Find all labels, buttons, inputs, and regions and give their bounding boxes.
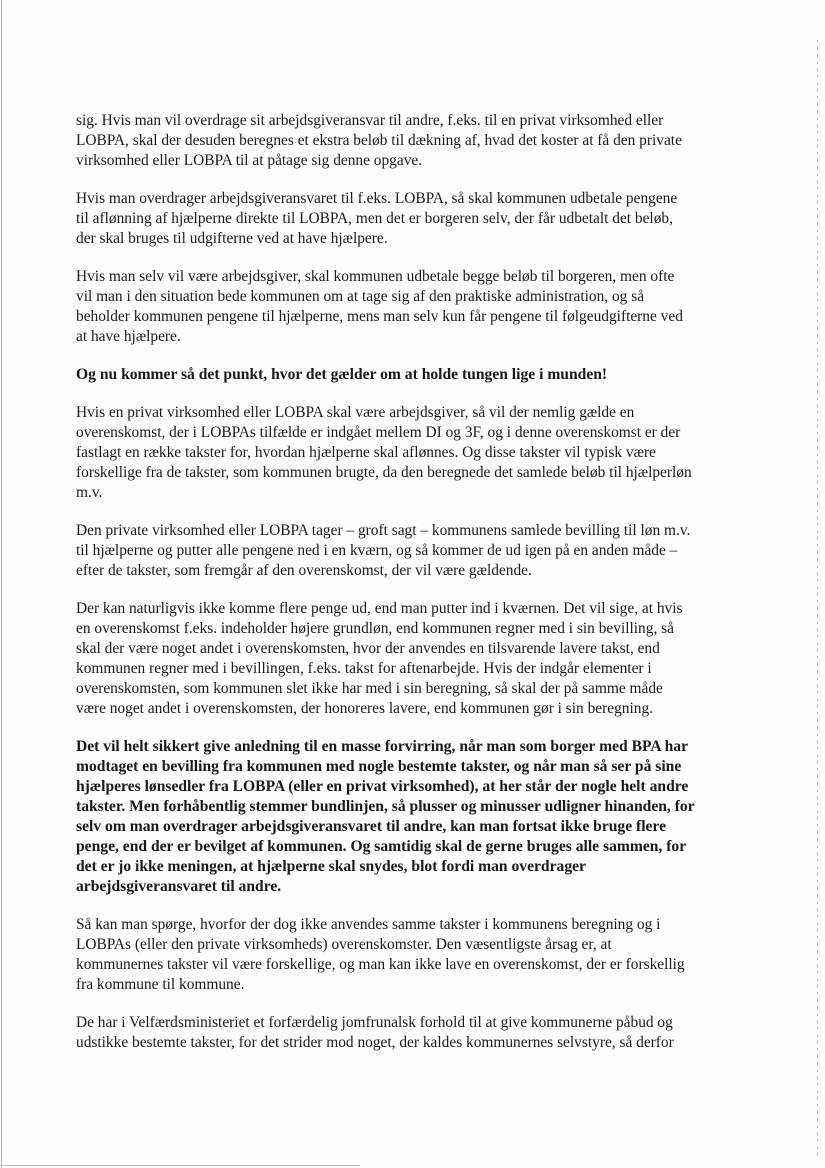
text-line: LOBPA, skal der desuden beregnes et ekstra beløb til dækning af, hvad det koster at få den private [76,132,682,149]
text-line: til hjælperne og putter alle pengene ned i en kværn, og så kommer de ud igen på en anden måde – [76,542,678,559]
text-line: Og nu kommer så det punkt, hvor det gælder om at holde tungen lige i munden! [76,366,608,383]
text-line: kommunernes takster vil være forskellige, og man kan ikke lave en overenskomst, der er forskellig [76,956,685,973]
text-line: selv om man overdrager arbejdsgiveransvaret til andre, kan man fortsat ikke bruge flere [76,818,667,835]
text-line: takster. Men forhåbentlig stemmer bundlinjen, så plusser og minusser udligner hinanden, for [76,798,695,815]
text-line: modtaget en bevilling fra kommunen med nogle bestemte takster, og når man så ser på sine [76,758,682,775]
text-line: en overenskomst f.eks. indeholder højere grundløn, end kommunen regner med i sin bevilling, så [76,620,674,637]
text-line: fastlagt en række takster for, hvordan hjælperne skal aflønnes. Og disse takster vil typisk være [76,444,656,461]
text-line: overenskomsten, som kommunen slet ikke har med i sin beregning, så skal der på samme måde [76,680,663,697]
text-line: Hvis man overdrager arbejdsgiveransvaret til f.eks. LOBPA, så skal kommunen udbetale pengene [76,190,678,207]
text-line: Der kan naturligvis ikke komme flere penge ud, end man putter ind i kværnen. Det vil sige, at hvis [76,600,683,617]
scan-edge-right [817,40,818,1160]
text-line: forskellige fra de takster, som kommunen brugte, da den beregnede det samlede beløb til hjælperløn [76,464,692,481]
text-line: LOBPAs (eller den private virksomheds) overenskomster. Den væsentligste årsag er, at [76,936,612,953]
paragraph [76,1013,756,1053]
text-line: efter de takster, som fremgår af den overenskomst, der vil være gældende. [76,562,532,579]
document-body [76,111,756,1071]
text-line: overenskomst, der i LOBPAs tilfælde er indgået mellem DI og 3F, og i denne overenskomst er der [76,424,681,441]
text-line: vil man i den situation bede kommunen om at tage sig af den praktiske administration, og så [76,288,645,305]
text-line: arbejdsgiveransvaret til andre. [76,878,282,895]
text-line: være noget andet i overenskomsten, der honoreres lavere, end kommunen gør i sin beregning. [76,700,653,717]
text-line: Det vil helt sikkert give anledning til en masse forvirring, når man som borger med BPA har [76,738,689,755]
text-line: virksomhed eller LOBPA til at påtage sig denne opgave. [76,152,423,169]
text-line: til aflønning af hjælperne direkte til LOBPA, men det er borgeren selv, der får udbetalt det beløb, [76,210,673,227]
text-line: sig. Hvis man vil overdrage sit arbejdsgiveransvar til andre, f.eks. til en privat virksomhed eller [76,112,664,129]
text-line: skal der være noget andet i overenskomsten, hvor der anvendes en tilsvarende lavere takst, end [76,640,660,657]
text-line: Hvis en privat virksomhed eller LOBPA skal være arbejdsgiver, så vil der nemlig gælde en [76,404,635,421]
paragraph [76,403,756,503]
scan-edge-bottom [0,1165,360,1166]
bold-paragraph [76,365,756,385]
text-line: at have hjælpere. [76,328,181,345]
text-line: Så kan man spørge, hvorfor der dog ikke anvendes samme takster i kommunens beregning og i [76,916,661,933]
paragraph [76,915,756,995]
text-line: fra kommune til kommune. [76,976,245,993]
text-line: Hvis man selv vil være arbejdsgiver, skal kommunen udbetale begge beløb til borgeren, men ofte [76,268,675,285]
text-line: penge, end der er bevilget af kommunen. Og samtidig skal de gerne bruges alle sammen, for [76,838,687,855]
paragraph [76,521,756,581]
paragraph [76,189,756,249]
text-line: der skal bruges til udgifterne ved at have hjælpere. [76,230,388,247]
text-line: De har i Velfærdsministeriet et forfærdelig jomfrunalsk forhold til at give kommunerne påbud og [76,1014,673,1031]
text-line: udstikke bestemte takster, for det strider mod noget, der kaldes kommunernes selvstyre, så derfor [76,1034,674,1051]
paragraph [76,599,756,719]
text-line: beholder kommunen pengene til hjælperne, mens man selv kun får pengene til følgeudgifterne ved [76,308,683,325]
scan-edge-left [1,0,2,1168]
paragraph [76,111,756,171]
text-line: Den private virksomhed eller LOBPA tager – groft sagt – kommunens samlede bevilling til løn m.v. [76,522,691,539]
text-line: kommunen regner med i bevillingen, f.eks. takst for aftenarbejde. Hvis der indgår elementer i [76,660,652,677]
text-line: m.v. [76,484,103,501]
text-line: hjælperes lønsedler fra LOBPA (eller en privat virksomhed), at her står der nogle helt andre [76,778,689,795]
paragraph [76,267,756,347]
bold-paragraph [76,737,756,897]
text-line: det er jo ikke meningen, at hjælperne skal snydes, blot fordi man overdrager [76,858,586,875]
